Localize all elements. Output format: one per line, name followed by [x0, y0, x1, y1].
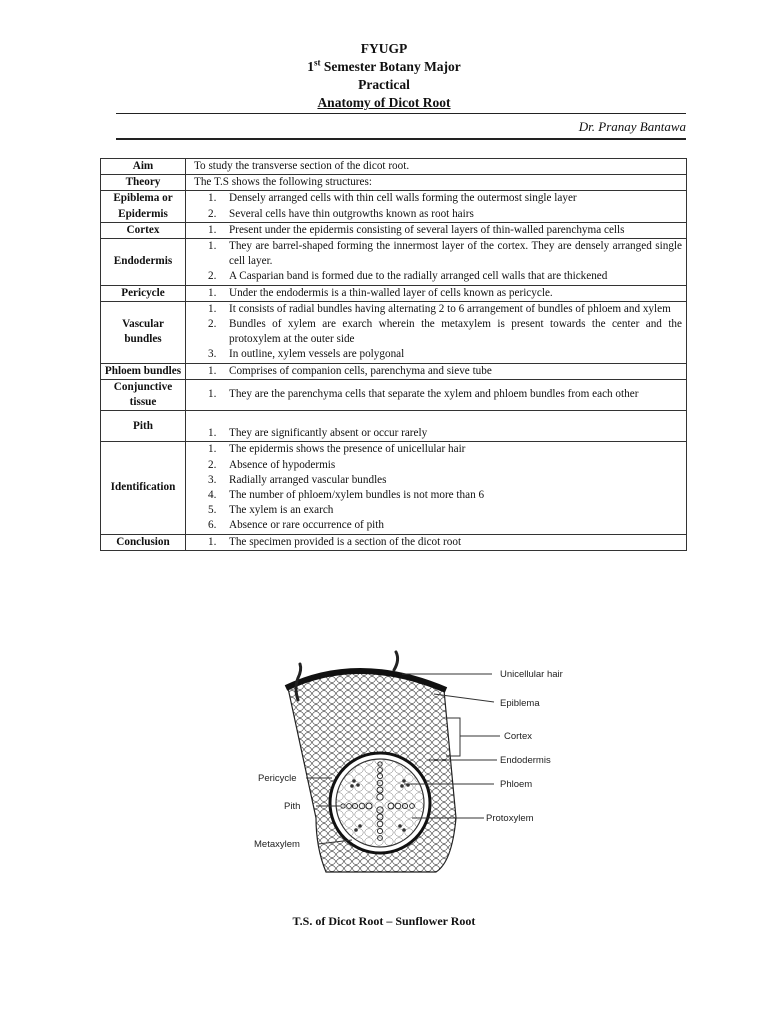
row-label-conclusion: Conclusion [101, 534, 186, 550]
list-item [190, 286, 682, 301]
list-item [190, 317, 682, 347]
list-item-text: The specimen provided is a section of the dicot root [229, 535, 462, 548]
list-item [190, 364, 682, 379]
list-item-text: The number of phloem/xylem bundles is not more than 6 [229, 489, 485, 502]
list-item [190, 223, 682, 238]
list-item-number: 1. [208, 302, 217, 315]
pericycle-list [190, 286, 682, 301]
unicellular-hair-right [394, 652, 398, 670]
stele [330, 753, 430, 853]
list-item [190, 518, 682, 533]
list-item-text: It consists of radial bundles having alternating 2 to 6 arrangement of bundles of phloem and xylem [229, 302, 671, 315]
list-item-text: They are barrel-shaped forming the innermost layer of the cortex. They are densely arranged single cell layer. [229, 240, 682, 268]
endodermis-list [190, 239, 682, 285]
table-row [101, 442, 687, 534]
author-divider [116, 138, 686, 140]
list-item-text: Present under the epidermis consisting of several layers of thin-walled parenchyma cells [229, 223, 625, 236]
epiblema-list [190, 191, 682, 221]
label-epiblema: Epiblema [500, 698, 540, 709]
label-metaxylem: Metaxylem [254, 839, 300, 850]
list-item-text: Bundles of xylem are exarch wherein the metaxylem is present towards the center and the protoxylem at the outer side [229, 318, 682, 346]
list-item [190, 442, 682, 457]
label-cortex: Cortex [504, 731, 532, 742]
label-protoxylem: Protoxylem [486, 813, 534, 824]
practical-table [100, 158, 687, 551]
list-item [190, 302, 682, 317]
table-row [101, 301, 687, 363]
row-label-endodermis: Endodermis [101, 239, 186, 286]
list-item-number: 1. [208, 535, 217, 548]
list-item-text: Several cells have thin outgrowths known as root hairs [229, 207, 474, 220]
list-item-text: The epidermis shows the presence of unicellular hair [229, 443, 466, 456]
list-item-number: 6. [208, 519, 217, 532]
identification-list [190, 442, 682, 533]
list-item-number: 2. [208, 458, 217, 471]
list-item-number: 1. [208, 223, 217, 236]
dicot-root-diagram [224, 648, 584, 910]
row-label-epiblema: Epiblema or Epidermis [101, 191, 186, 222]
practical-label: Practical [358, 77, 410, 92]
phloem-list [190, 364, 682, 379]
table-row [101, 363, 687, 379]
conclusion-list [190, 535, 682, 550]
label-pith: Pith [284, 801, 301, 812]
list-item [190, 387, 682, 402]
list-item [190, 239, 682, 269]
table-row [101, 534, 687, 550]
figure-caption: T.S. of Dicot Root – Sunflower Root [292, 914, 476, 928]
course-title: FYUGP [360, 41, 408, 56]
conjunctive-list [190, 387, 682, 402]
table-row [101, 191, 687, 222]
list-item-text: Comprises of companion cells, parenchyma and sieve tube [229, 364, 492, 377]
header-divider [116, 113, 686, 114]
list-item [190, 503, 682, 518]
pith-list [190, 426, 682, 441]
label-unicellular-hair: Unicellular hair [500, 669, 563, 680]
list-item [190, 426, 682, 441]
list-item [190, 473, 682, 488]
list-item-number: 4. [208, 489, 217, 502]
row-label-conjunctive: Conjunctive tissue [101, 379, 186, 410]
list-item-number: 3. [208, 473, 217, 486]
list-item [190, 488, 682, 503]
list-item-number: 2. [208, 318, 217, 331]
row-label-theory: Theory [101, 175, 186, 191]
row-label-identification: Identification [101, 442, 186, 534]
list-item-text: A Casparian band is formed due to the radially arranged cell walls that are thickened [229, 270, 608, 283]
list-item-number: 1. [208, 364, 217, 377]
list-item-text: They are the parenchyma cells that separate the xylem and phloem bundles from each other [229, 388, 639, 401]
list-item [190, 269, 682, 284]
table-row [101, 239, 687, 286]
list-item-text: Densely arranged cells with thin cell walls forming the outermost single layer [229, 192, 577, 205]
author-name: Dr. Pranay Bantawa [578, 119, 686, 134]
list-item [190, 191, 682, 206]
list-item-number: 2. [208, 270, 217, 283]
list-item [190, 207, 682, 222]
table-row [101, 411, 687, 442]
row-label-phloem: Phloem bundles [101, 363, 186, 379]
list-item-number: 1. [208, 427, 217, 440]
aim-text: To study the transverse section of the dicot root. [186, 159, 687, 175]
semester-line: 1st Semester Botany Major [307, 57, 461, 74]
list-item-text: In outline, xylem vessels are polygonal [229, 348, 405, 361]
table-row [101, 175, 687, 191]
list-item-number: 1. [208, 240, 217, 253]
list-item-number: 1. [208, 192, 217, 205]
label-phloem: Phloem [500, 779, 533, 790]
list-item-text: Absence or rare occurrence of pith [229, 519, 384, 532]
table-row [101, 222, 687, 238]
row-label-cortex: Cortex [101, 222, 186, 238]
list-item-number: 1. [208, 443, 217, 456]
row-label-aim: Aim [101, 159, 186, 175]
page-title: Anatomy of Dicot Root [317, 95, 451, 110]
list-item-text: They are significantly absent or occur rarely [229, 427, 428, 440]
label-endodermis: Endodermis [500, 755, 551, 766]
list-item-number: 2. [208, 207, 217, 220]
list-item-text: The xylem is an exarch [229, 504, 334, 517]
list-item-text: Absence of hypodermis [229, 458, 336, 471]
list-item-number: 1. [208, 286, 217, 299]
table-row [101, 285, 687, 301]
list-item [190, 347, 682, 362]
list-item [190, 535, 682, 550]
list-item-text: Radially arranged vascular bundles [229, 473, 387, 486]
list-item-number: 3. [208, 348, 217, 361]
list-item-text: Under the endodermis is a thin-walled layer of cells known as pericycle. [229, 286, 553, 299]
cortex-list [190, 223, 682, 238]
row-label-vascular: Vascular bundles [101, 301, 186, 363]
table-row [101, 159, 687, 175]
row-label-pith: Pith [101, 411, 186, 442]
document-header [0, 40, 768, 112]
label-pericycle: Pericycle [258, 773, 297, 784]
theory-text: The T.S shows the following structures: [186, 175, 687, 191]
table-row [101, 379, 687, 410]
list-item-number: 1. [208, 388, 217, 401]
row-label-pericycle: Pericycle [101, 285, 186, 301]
list-item [190, 458, 682, 473]
list-item-number: 5. [208, 504, 217, 517]
vascular-list [190, 302, 682, 363]
